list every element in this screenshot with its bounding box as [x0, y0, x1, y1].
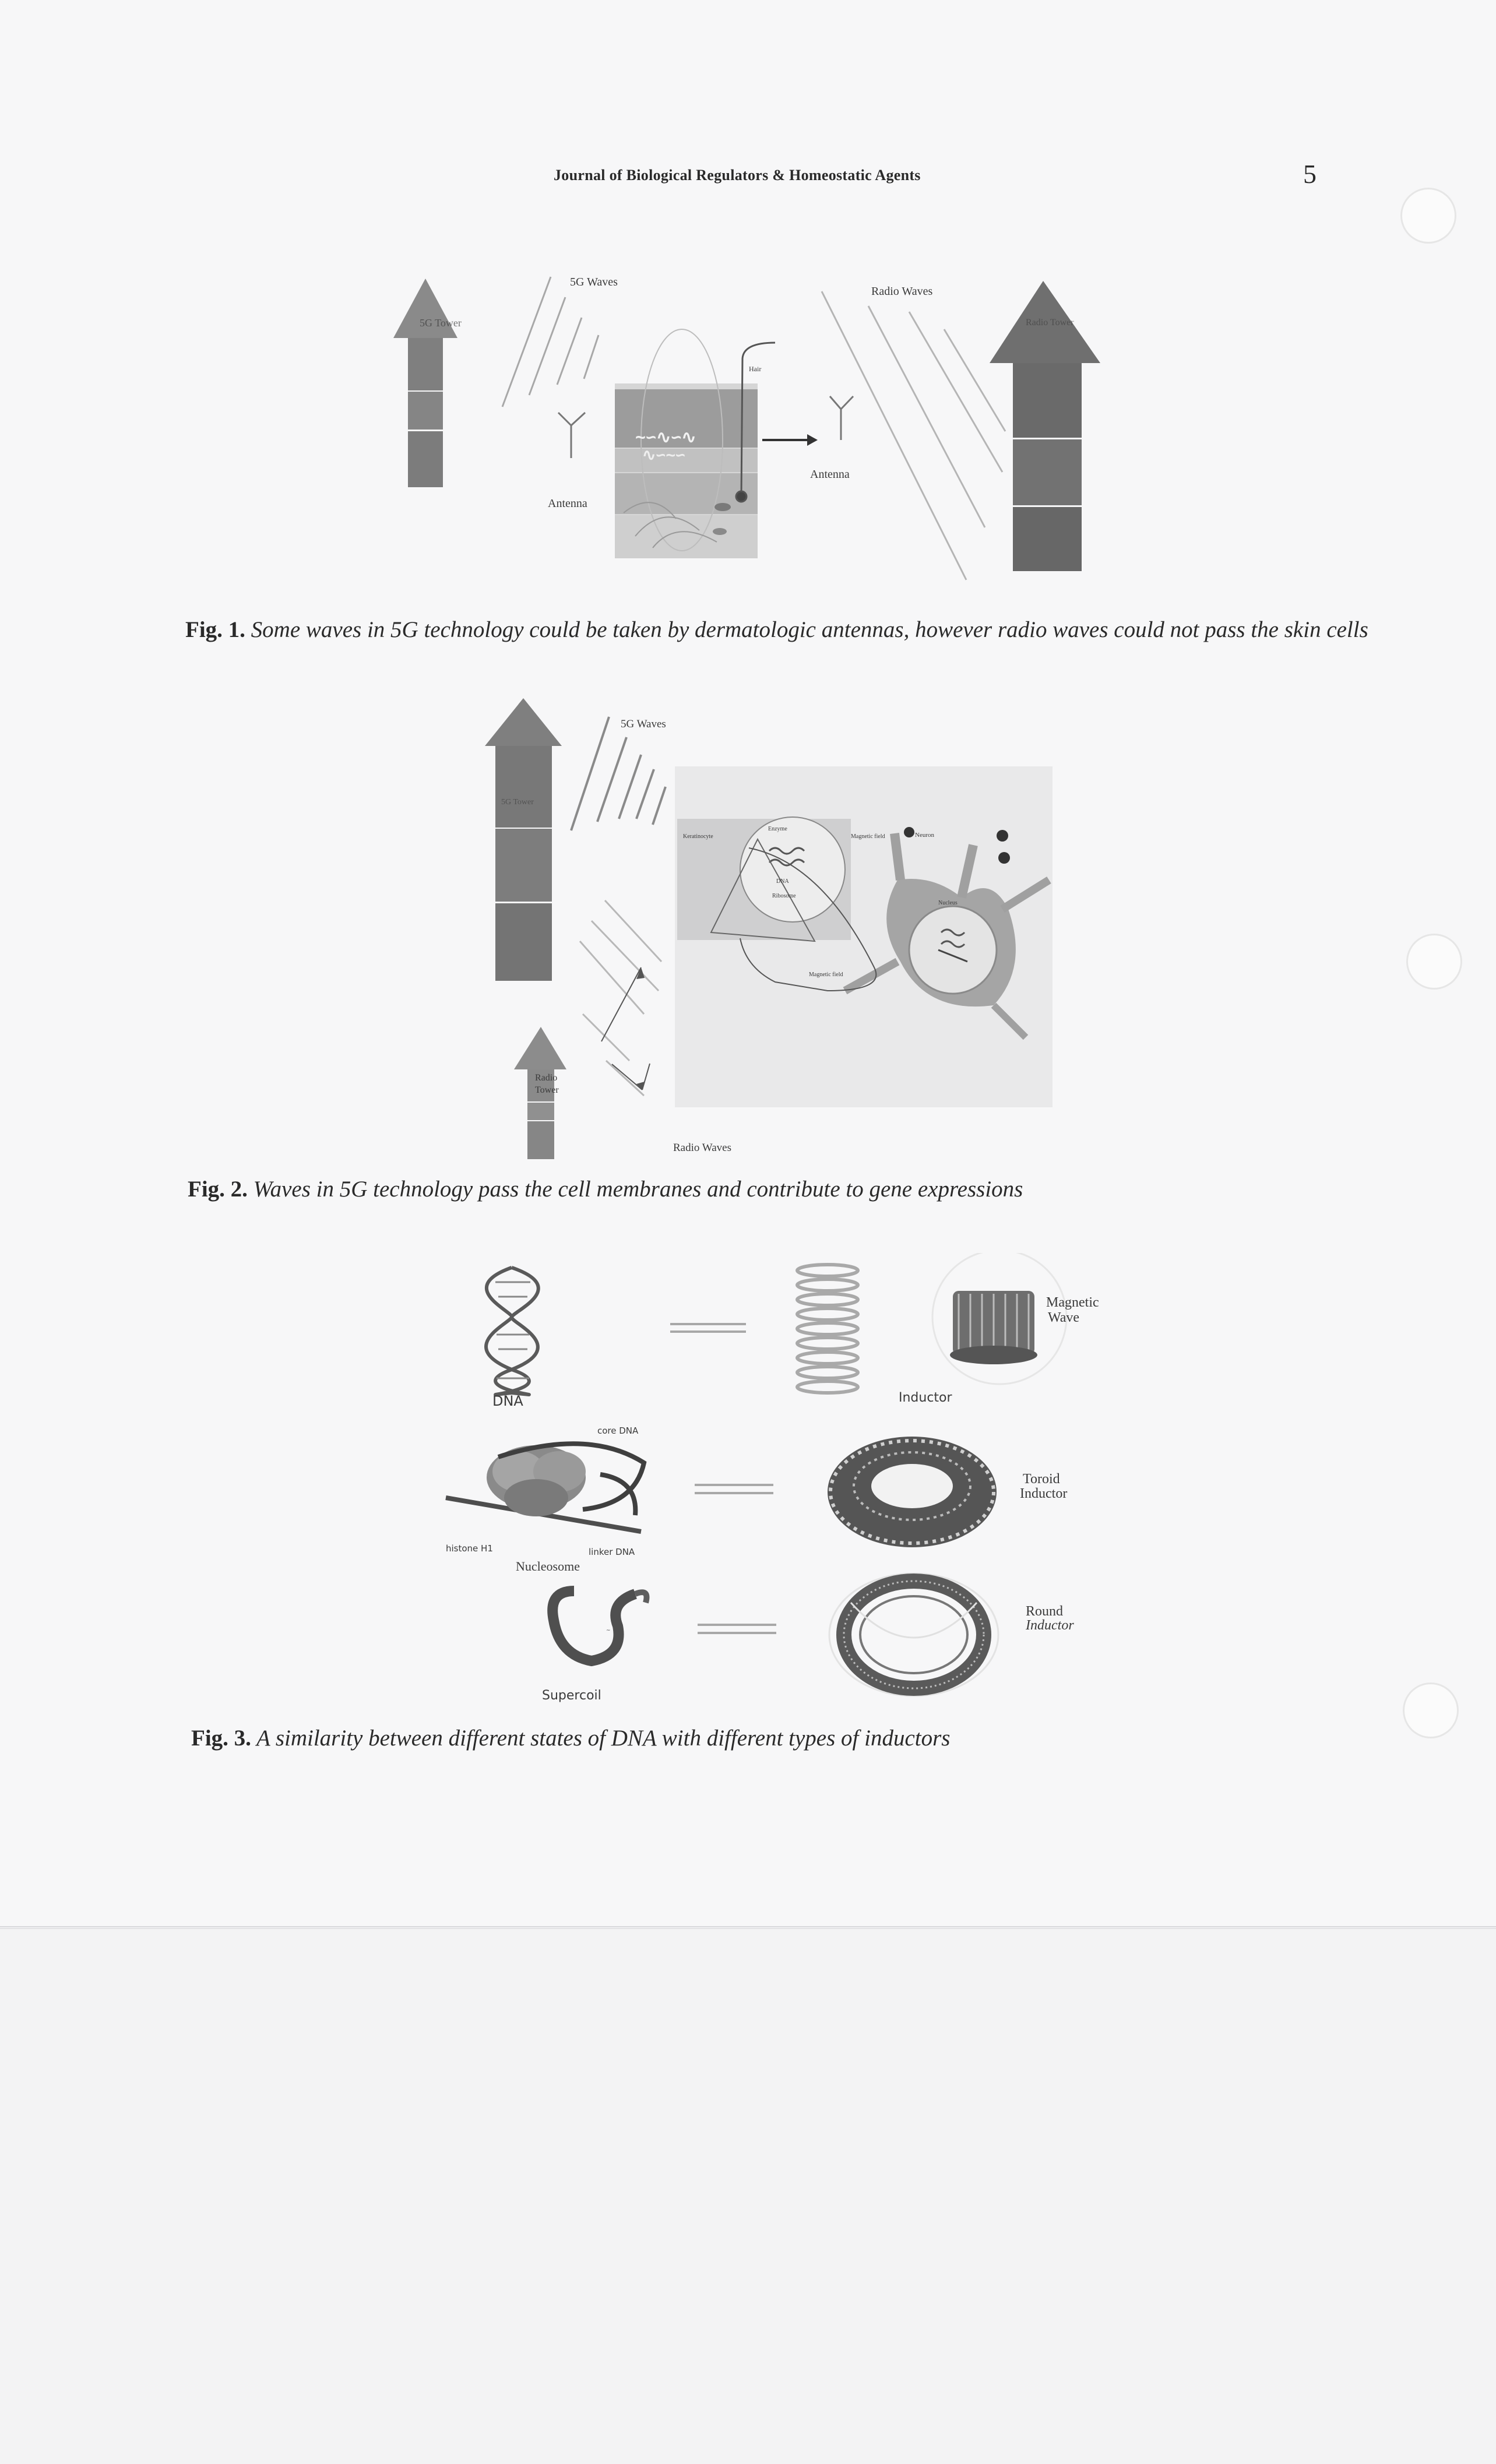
binder-hole-middle: [1406, 934, 1462, 990]
waves-5g-lines-fig2: [571, 717, 666, 830]
tower-5g-label: 5G Tower: [420, 317, 462, 329]
binder-hole-top: [1400, 188, 1456, 244]
figure-3-label: Fig. 3.: [191, 1726, 251, 1751]
arrow-right-icon: [762, 434, 818, 446]
nucleosome-icon: [446, 1444, 644, 1532]
enzyme-label: Enzyme: [768, 826, 787, 832]
antenna-left-icon: [558, 413, 585, 458]
radio-tower-label: Radio Tower: [1026, 318, 1074, 328]
equals-sign-2: [695, 1485, 773, 1493]
magnetic-wave-label-1: Magnetic: [1046, 1295, 1099, 1310]
figure-2-caption: [188, 1176, 1023, 1202]
magnetic-field-label: Magnetic field: [851, 833, 885, 840]
round-inductor-icon: [829, 1574, 998, 1696]
waves-5g-lines: [502, 277, 599, 407]
ribosome-label: Ribosome: [772, 893, 796, 899]
figure-1-caption-text: Some waves in 5G technology could be taken by dermatologic antennas, however radio waves could not pass the skin cells: [251, 617, 1368, 642]
figure-2-caption-text: Waves in 5G technology pass the cell membranes and contribute to gene expressions: [253, 1177, 1023, 1202]
figure-2-label: Fig. 2.: [188, 1177, 248, 1202]
magnetic-field-label-2: Magnetic field: [809, 971, 843, 978]
radio-tower-label-fig2-line2: Tower: [535, 1085, 559, 1095]
radio-tower-label-fig2: Radio: [535, 1073, 558, 1083]
core-dna-label: core DNA: [597, 1425, 639, 1436]
waves-5g-label-fig2: 5G Waves: [621, 718, 666, 730]
dna-label-fig2: DNA: [776, 878, 789, 885]
neuron-label: Neuron: [915, 832, 934, 839]
equals-sign-1: [670, 1324, 746, 1332]
magnetic-wave-label-2: Wave: [1048, 1310, 1080, 1325]
radio-tower-icon: [990, 281, 1100, 571]
dna-label: DNA: [492, 1393, 523, 1409]
radio-down-arrow-icon: [612, 1064, 650, 1090]
toroid-label-2: Inductor: [1020, 1486, 1068, 1501]
page-bottom-edge: [0, 1926, 1496, 1927]
keratinocyte-label: Keratinocyte: [683, 833, 713, 840]
supercoil-icon: [552, 1591, 646, 1661]
round-label-1: Round: [1026, 1604, 1064, 1619]
radio-waves-label: Radio Waves: [871, 285, 933, 298]
figure-1-illustration: [373, 256, 1131, 606]
inductor-label: Inductor: [899, 1391, 952, 1405]
linker-dna-label: linker DNA: [589, 1547, 635, 1557]
figure-3-caption-text: A similarity between different states of DNA with different types of inductors: [256, 1726, 951, 1751]
svg-text:~∽∿∽∿: ~∽∿∽∿: [635, 427, 696, 448]
radio-waves-label-fig2: Radio Waves: [673, 1142, 731, 1154]
figure-2-illustration: [466, 688, 1072, 1189]
coil-spring-icon: [797, 1265, 858, 1393]
nucleus-label: Nucleus: [938, 900, 958, 906]
histone-label: histone H1: [446, 1543, 493, 1554]
tower-5g-icon: [393, 279, 462, 487]
tower-5g-label-fig2: 5G Tower: [501, 798, 534, 807]
waves-5g-label: 5G Waves: [570, 276, 618, 288]
antenna-right-icon: [830, 396, 853, 440]
page-number: 5: [1303, 159, 1317, 189]
figure-1-label: Fig. 1.: [185, 617, 245, 642]
nucleosome-label: Nucleosome: [516, 1559, 580, 1574]
inductor-coil-icon: [932, 1253, 1066, 1384]
supercoil-label: Supercoil: [542, 1688, 601, 1703]
svg-text:~: ~: [606, 1628, 611, 1634]
dna-helix-icon: [486, 1268, 538, 1395]
figure-3-illustration: [443, 1253, 1142, 1713]
antenna-left-label: Antenna: [548, 497, 587, 510]
tower-5g-icon-fig2: [485, 698, 562, 981]
figure-3-caption: [191, 1725, 950, 1751]
equals-sign-3: [698, 1625, 776, 1633]
cell-diagram-panel: [675, 766, 1053, 1107]
binder-hole-bottom: [1403, 1682, 1459, 1738]
toroid-inductor-icon: [828, 1437, 997, 1547]
antenna-right-label: Antenna: [810, 468, 850, 481]
skin-cells-block: [615, 329, 758, 558]
round-label-2: Inductor: [1026, 1618, 1074, 1633]
radio-up-arrow-icon: [601, 967, 645, 1041]
figure-1-caption: [185, 617, 1368, 643]
hair-label: Hair: [749, 365, 762, 373]
running-title: Journal of Biological Regulators & Homeostatic Agents: [554, 167, 921, 184]
svg-text:∿∽~∽: ∿∽~∽: [642, 445, 686, 464]
radio-waves-lines: [822, 291, 1005, 580]
radio-tower-icon-fig2: [514, 1027, 566, 1159]
toroid-label-1: Toroid: [1023, 1472, 1060, 1487]
